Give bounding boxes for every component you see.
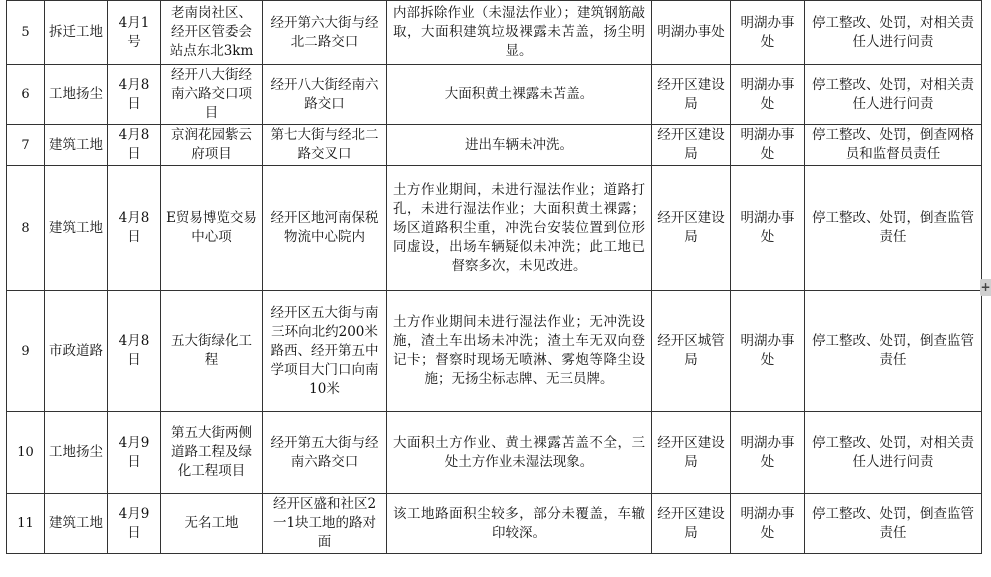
cell-responsible-office: 明湖办事处 [731,412,805,494]
cell-responsible-department: 经开区建设局 [652,412,731,494]
cell-row-number: 11 [7,494,45,554]
table-row [7,65,982,125]
cell-project-name: 经开八大街经南六路交口项目 [161,65,263,125]
cell-action-taken: 停工整改、处罚，倒查监管责任 [805,166,982,291]
cell-date: 4月9日 [108,494,161,554]
cell-row-number: 7 [7,125,45,166]
cell-responsible-office: 明湖办事处 [731,125,805,166]
cell-project-name: 五大街绿化工程 [161,291,263,412]
cell-responsible-department: 经开区建设局 [652,166,731,291]
cell-project-name: E贸易博览交易中心项 [161,166,263,291]
cell-problem-description: 土方作业期间，未进行湿法作业；道路打孔，未进行湿法作业；大面积黄土裸露；场区道路积尘重，冲洗台安装位置到位形同虚设，出场车辆疑似未冲洗；此工地已督察多次，未见改进。 [387,166,652,291]
cell-problem-description: 进出车辆未冲洗。 [387,125,652,166]
cell-project-type: 建筑工地 [45,494,108,554]
cell-project-type: 拆迁工地 [45,1,108,65]
cell-project-type: 工地扬尘 [45,65,108,125]
cell-problem-description: 该工地路面积尘较多，部分未覆盖，车辙印较深。 [387,494,652,554]
table-row [7,1,982,65]
cell-location: 经开区盛和社区2一1块工地的路对面 [263,494,387,554]
cell-responsible-department: 经开区建设局 [652,494,731,554]
table-row [7,291,982,412]
cell-action-taken: 停工整改、处罚，倒查监管责任 [805,494,982,554]
cell-project-type: 建筑工地 [45,166,108,291]
cell-responsible-department: 经开区建设局 [652,65,731,125]
cell-responsible-office: 明湖办事处 [731,166,805,291]
expand-panel-button[interactable]: + [980,280,991,294]
cell-responsible-department: 经开区城管局 [652,291,731,412]
cell-responsible-department: 经开区建设局 [652,125,731,166]
cell-problem-description: 土方作业期间未进行湿法作业；无冲洗设施，渣土车出场未冲洗；渣土车无双向登记卡；督察时现场无喷淋、雾炮等降尘设施；无扬尘标志牌、无三员牌。 [387,291,652,412]
cell-date: 4月8日 [108,125,161,166]
cell-row-number: 9 [7,291,45,412]
cell-action-taken: 停工整改、处罚，倒查网格员和监督员责任 [805,125,982,166]
table-row [7,412,982,494]
cell-problem-description: 大面积土方作业、黄土裸露苫盖不全，三处土方作业未湿法现象。 [387,412,652,494]
cell-row-number: 8 [7,166,45,291]
table-row [7,494,982,554]
cell-project-name: 无名工地 [161,494,263,554]
cell-row-number: 5 [7,1,45,65]
cell-action-taken: 停工整改、处罚，对相关责任人进行问责 [805,412,982,494]
cell-date: 4月1号 [108,1,161,65]
table-body [7,1,982,554]
cell-action-taken: 停工整改、处罚，对相关责任人进行问责 [805,1,982,65]
cell-project-name: 老南岗社区、经开区管委会站点东北3km [161,1,263,65]
cell-date: 4月8日 [108,65,161,125]
cell-responsible-office: 明湖办事处 [731,494,805,554]
cell-project-type: 建筑工地 [45,125,108,166]
cell-responsible-office: 明湖办事处 [731,1,805,65]
table-row [7,166,982,291]
cell-location: 经开八大街经南六路交口 [263,65,387,125]
cell-location: 经开区五大街与南三环向北约200米路西、经开第五中学项目大门口向南10米 [263,291,387,412]
table-row [7,125,982,166]
cell-problem-description: 内部拆除作业（未湿法作业）；建筑钢筋敲取，大面积建筑垃圾裸露未苫盖，扬尘明显。 [387,1,652,65]
cell-project-type: 市政道路 [45,291,108,412]
cell-project-name: 京润花园紫云府项目 [161,125,263,166]
cell-row-number: 6 [7,65,45,125]
cell-responsible-office: 明湖办事处 [731,291,805,412]
cell-location: 第七大街与经北二路交叉口 [263,125,387,166]
cell-problem-description: 大面积黄土裸露未苫盖。 [387,65,652,125]
cell-responsible-office: 明湖办事处 [731,65,805,125]
cell-location: 经开第五大街与经南六路交口 [263,412,387,494]
cell-project-type: 工地扬尘 [45,412,108,494]
cell-date: 4月8日 [108,166,161,291]
cell-action-taken: 停工整改、处罚，对相关责任人进行问责 [805,65,982,125]
cell-action-taken: 停工整改、处罚，倒查监管责任 [805,291,982,412]
cell-responsible-department: 明湖办事处 [652,1,731,65]
cell-location: 经开第六大街与经北二路交口 [263,1,387,65]
inspection-table [6,0,982,554]
cell-date: 4月8日 [108,291,161,412]
cell-date: 4月9日 [108,412,161,494]
cell-project-name: 第五大街两侧道路工程及绿化工程项目 [161,412,263,494]
cell-row-number: 10 [7,412,45,494]
cell-location: 经开区地河南保税物流中心院内 [263,166,387,291]
